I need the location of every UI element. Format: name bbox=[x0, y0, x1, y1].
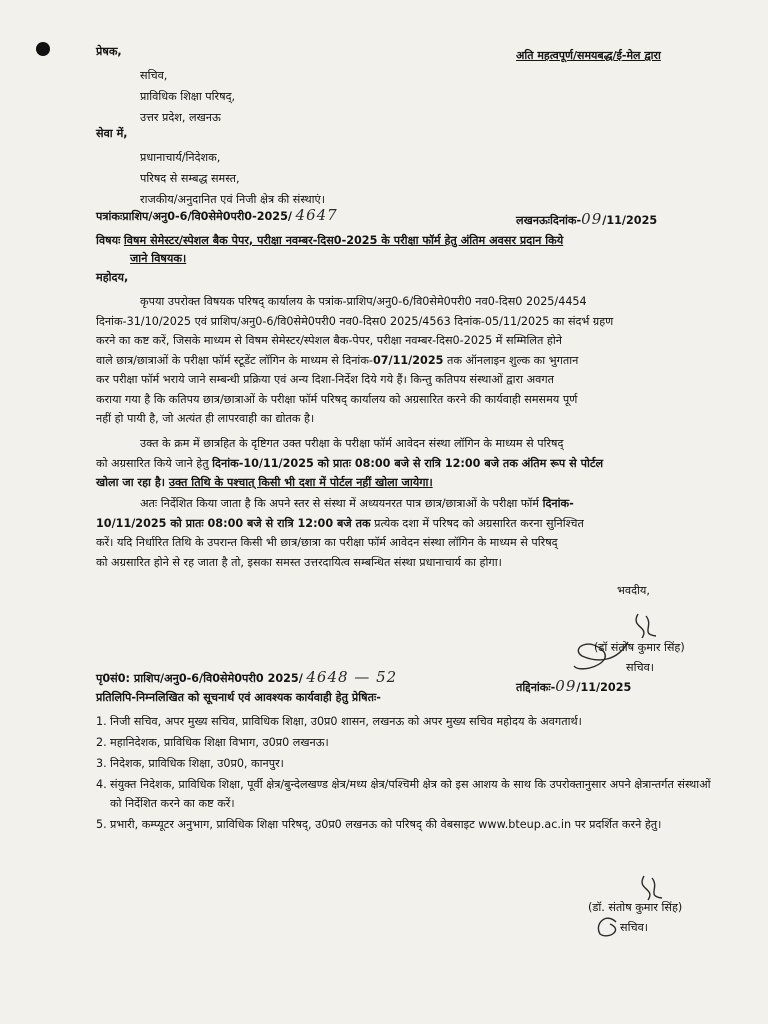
paragraph-2 bbox=[96, 434, 724, 493]
p3-line: को अग्रसारित होने से रह जाता है तो, इसका समस्त उत्तरदायित्व सम्बन्धित संस्था प्रधानाचार्य का होगा। bbox=[96, 555, 502, 569]
paragraph-1 bbox=[96, 292, 724, 429]
copy-ref-handwritten: 4648 — 52 bbox=[306, 668, 398, 686]
p3-line: अतः निर्देशित किया जाता है कि अपने स्तर से संस्था में अध्ययनरत पात्र छात्र/छात्राओं के परीक्षा फॉर्म bbox=[140, 497, 543, 510]
p3-line: प्रत्येक दशा में परिषद को अग्रसारित करना सुनिश्चित bbox=[370, 516, 584, 530]
letter-date-handwritten: 09 bbox=[581, 210, 603, 228]
p2-line: उक्त के क्रम में छात्रहित के दृष्टिगत उक्त परीक्षा के परीक्षा फॉर्म आवेदन संस्था लॉगिन के माध्यम से परिषद् bbox=[140, 437, 564, 450]
list-item: 5. प्रभारी, कम्प्यूटर अनुभाग, प्राविधिक शिक्षा परिषद्, उ0प्र0 लखनऊ को परिषद् की वेबसाइट www.bteup.ac.in पर प्रदर्शित करने हेतु। bbox=[96, 818, 662, 831]
p2-bold: दिनांक-10/11/2025 को प्रातः 08:00 बजे से रात्रि 12:00 बजे तक अंतिम रूप से पोर्टल bbox=[212, 456, 604, 470]
sender-label: प्रेषक, bbox=[96, 45, 122, 58]
p1-line: तक ऑनलाइन शुल्क का भुगतान bbox=[443, 353, 579, 367]
letter-number bbox=[96, 206, 338, 224]
letter-date-label: लखनऊःदिनांक- bbox=[516, 214, 582, 227]
letter-date-rest: /11/2025 bbox=[602, 214, 658, 227]
salutation: महोदय, bbox=[96, 271, 129, 284]
letter-number-text: पत्रांकःप्राशिप/अनु0-6/वि0सेमे0परी0-2025/ bbox=[96, 210, 292, 223]
copy-heading: प्रतिलिपि-निम्नलिखित को सूचनार्थ एवं आवश्यक कार्यवाही हेतु प्रेषितः- bbox=[96, 691, 381, 704]
sender-line: प्राविधिक शिक्षा परिषद्, bbox=[140, 90, 236, 103]
signatory2-name: (डॉ. संतोष कुमार सिंह) bbox=[588, 901, 683, 914]
p1-line: कर परीक्षा फॉर्म भराये जाने सम्बन्धी प्रक्रिया एवं अन्य दिशा-निर्देश दिये गये हैं। किन्तु कतिपय संस्थाओं द्वारा अवगत bbox=[96, 373, 555, 386]
punch-hole bbox=[36, 42, 50, 56]
list-item: 1. निजी सचिव, अपर मुख्य सचिव, प्राविधिक शिक्षा, उ0प्र0 शासन, लखनऊ को अपर मुख्य सचिव महोदय के अवगतार्थ। bbox=[96, 715, 582, 728]
copy-date-rest: /11/2025 bbox=[576, 681, 632, 694]
recipient-line: प्रधानाचार्य/निदेशक, bbox=[140, 151, 221, 164]
copy-date-label: तद्दिनांकः- bbox=[516, 681, 556, 694]
sender-block bbox=[140, 65, 235, 128]
p3-bold: दिनांक- bbox=[542, 497, 574, 510]
recipient-block bbox=[140, 147, 325, 210]
p1-date: 07/11/2025 bbox=[372, 353, 444, 367]
letter-date bbox=[516, 210, 657, 228]
to-label: सेवा में, bbox=[96, 127, 128, 140]
subject bbox=[96, 232, 563, 268]
p1-line: वाले छात्र/छात्राओं के परीक्षा फॉर्म स्टूडेंट लॉगिन के माध्यम से दिनांक- bbox=[96, 353, 373, 367]
p2-bold-underline: उक्त तिथि के पश्चात् किसी भी दशा में पोर्टल नहीं खोला जायेगा। bbox=[168, 476, 433, 489]
p2-bold: खोला जा रहा है। bbox=[96, 476, 169, 489]
signature-block bbox=[560, 608, 720, 678]
copy-list bbox=[96, 712, 724, 834]
sender-line: सचिव, bbox=[140, 69, 168, 82]
signatory-designation: सचिव। bbox=[626, 661, 655, 674]
list-item: 4. संयुक्त निदेशक, प्राविधिक शिक्षा, पूर्वी क्षेत्र/बुन्देलखण्ड क्षेत्र/मध्य क्षेत्र/पश्चिमी क्षेत्र को इस आशय के साथ कि उपरोक्तानुसार अपने क्षेत्रान्तर्गत संस्थाओं को निर्देशित करने का कष्ट करें। bbox=[96, 778, 711, 810]
paragraph-3 bbox=[96, 494, 724, 572]
priority-note: अति महत्वपूर्ण/समयबद्ध/ई-मेल द्वारा bbox=[516, 49, 661, 62]
p1-line: करने का कष्ट करें, जिसके माध्यम से विषम सेमेस्टर/स्पेशल बैक-पेपर, परीक्षा नवम्बर-दिस0-2025 में सम्मिलित होने bbox=[96, 334, 562, 347]
list-item: 3. निदेशक, प्राविधिक शिक्षा, उ0प्र0, कानपुर। bbox=[96, 757, 284, 770]
copy-date-handwritten: 09 bbox=[555, 677, 577, 695]
p1-line: नहीं हो पायी है, जो अत्यंत ही लापरवाही का द्योतक है। bbox=[96, 412, 315, 425]
copy-ref-number: पृ0सं0: प्राशिप/अनु0-6/वि0सेमे0परी0 2025/ bbox=[96, 672, 303, 685]
recipient-line: परिषद से सम्बद्ध समस्त, bbox=[140, 172, 240, 185]
p1-line: दिनांक-31/10/2025 एवं प्राशिप/अनु0-6/वि0सेमे0परी0 नव0-दिस0 2025/4563 दिनांक-05/11/2025 का संदर्भ ग्रहण bbox=[96, 314, 614, 328]
sender-line: उत्तर प्रदेश, लखनऊ bbox=[140, 111, 221, 124]
copy-date bbox=[516, 677, 631, 695]
recipient-line: राजकीय/अनुदानित एवं निजी क्षेत्र की संस्थाएं। bbox=[140, 193, 325, 206]
letter-number-handwritten: 4647 bbox=[295, 206, 338, 224]
signatory2-designation: सचिव। bbox=[620, 921, 649, 934]
p3-bold: 10/11/2025 को प्रातः 08:00 बजे से रात्रि 12:00 बजे तक bbox=[96, 516, 371, 530]
copy-reference bbox=[96, 668, 397, 686]
subject-line2: जाने विषयक। bbox=[130, 252, 187, 265]
p1-line: कृपया उपरोक्त विषयक परिषद् कार्यालय के पत्रांक-प्राशिप/अनु0-6/वि0सेमे0परी0 नव0-दिस0 2025/4454 bbox=[140, 295, 587, 308]
subject-line1: विषम सेमेस्टर/स्पेशल बैक पेपर, परीक्षा नवम्बर-दिस0-2025 के परीक्षा फॉर्म हेतु अंतिम अवसर प्रदान किये bbox=[123, 234, 564, 247]
signatory-name: (डॉ संतोष कुमार सिंह) bbox=[594, 641, 685, 654]
signature-block-2 bbox=[580, 872, 730, 942]
closing: भवदीय, bbox=[617, 584, 650, 597]
p2-line: को अग्रसारित किये जाने हेतु bbox=[96, 456, 213, 470]
p1-line: कराया गया है कि कतिपय छात्र/छात्राओं के परीक्षा फॉर्म परिषद् कार्यालय को अग्रसारित करने की कार्यवाही समसमय पूर्ण bbox=[96, 392, 578, 406]
list-item: 2. महानिदेशक, प्राविधिक शिक्षा विभाग, उ0प्र0 लखनऊ। bbox=[96, 736, 329, 749]
p3-line: करें। यदि निर्धारित तिथि के उपरान्त किसी भी छात्र/छात्रा का परीक्षा फॉर्म आवेदन संस्था लॉगिन के माध्यम से परिषद् bbox=[96, 536, 558, 549]
subject-label: विषयः bbox=[96, 234, 121, 247]
